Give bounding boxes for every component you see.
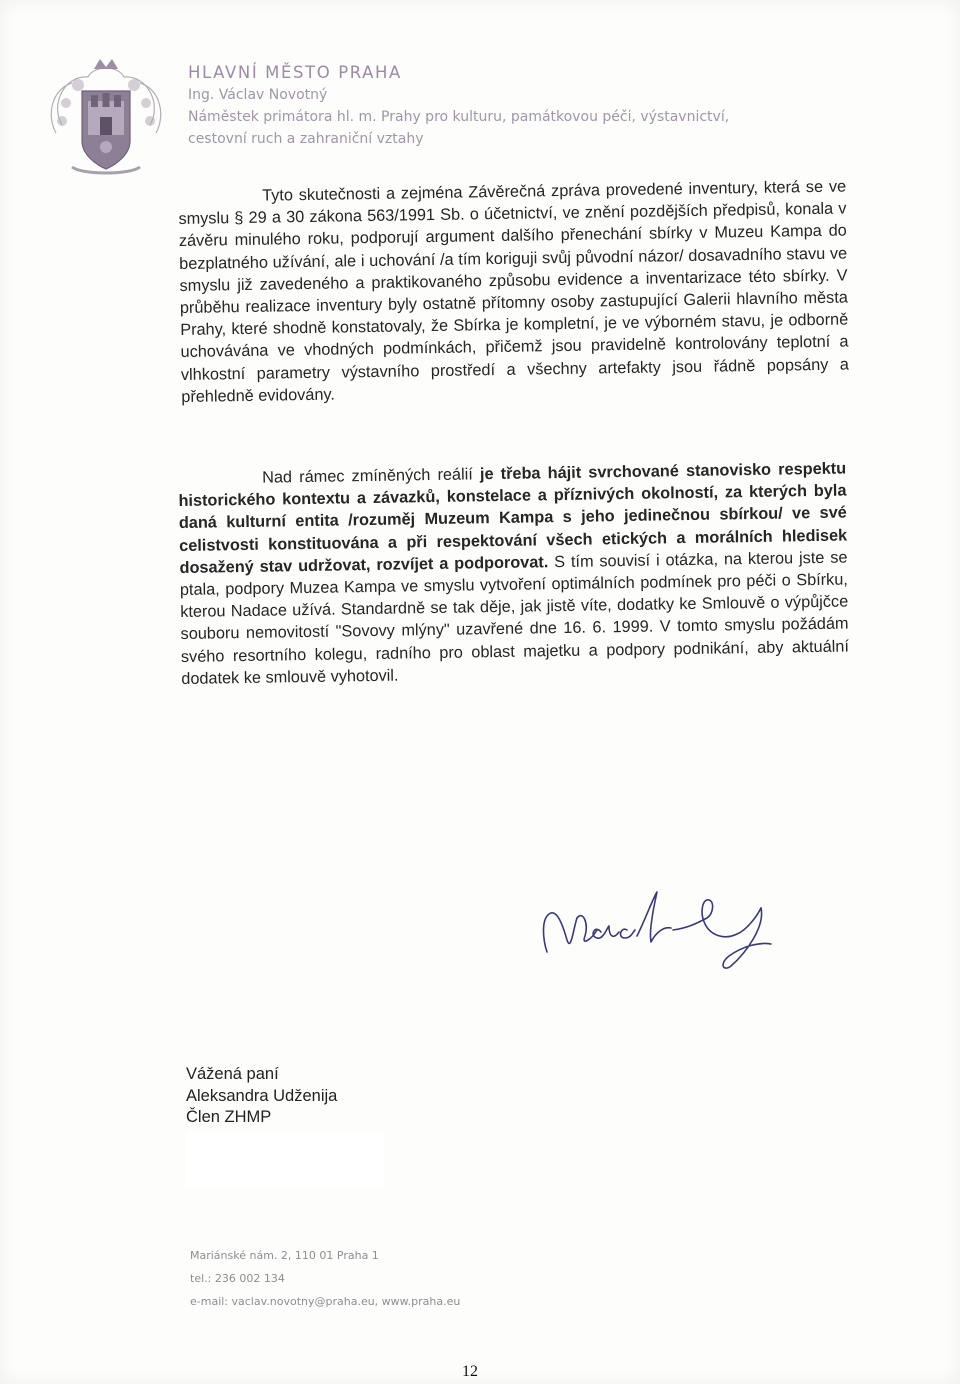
paragraph-2-rest: S tím souvisí i otázka, na kterou jste se ptala, podpory Muzea Kampa ve smyslu vytvoření optimálních podmínek pro péči o Sbírku, kterou Nadace užívá. Standardně se tak děje, jak jistě víte, dodatky ke Smlouvě o výpůjčce souboru nemovitostí "Sovovy mlýny" uzavřené dne 16. 6. 1999. V tomto smyslu požádám svého resortního kolegu, radního pro oblast majetku a podpory podnikání, aby aktuální dodatek ke smlouvě vyhotovil. (179, 548, 850, 688)
paragraph-1-text: Tyto skutečnosti a zejména Závěrečná zpráva provedené inventury, která se ve smyslu § 29 a 30 zákona 563/1991 Sb. o účetnictví, ve znění pozdějších předpisů, konala v závěru minulého roku, podporují argument dalšího přenechání sbírky v Muzeu Kampa do bezplatného užívání, ale i uchování /a tím koriguji svůj původní názor/ dosavadního stavu ve smyslu již zavedeného a praktikovaného způsobu evidence a inventarizace této sbírky. V průběhu realizace inventury byly ostatně přítomny osoby zastupující Galerii hlavního města Prahy, které shodně konstatovaly, že Sbírka je kompletní, je ve výborném stavu, je odborně uchovávána ve vhodných podmínkách, přičemž jsou pravidelně kontrolovány teplotní a vlhkostní parametry výstavního prostředí a všechny artefakty jsou řádně popsány a přehledně evidovány. (178, 177, 850, 406)
recipient-name: Aleksandra Udženija (186, 1086, 338, 1105)
letterhead-role-continued: cestovní ruch a zahraniční vztahy (188, 131, 424, 147)
recipient-block (186, 1064, 337, 1129)
letterhead (188, 62, 808, 150)
paragraph-indent (178, 483, 262, 484)
redacted-area (186, 1130, 384, 1186)
paragraph-2-emphasis: je třeba hájit svrchované stanovisko respektu historického kontextu a závazků, konstelace a příznivých okolností, za kterých byla daná kulturní entita /rozuměj Muzeum Kampa s jeho jedinečnou sbírkou/ ve své celistvosti konstituována a při respektování všech etických a morálních hledisek dosažený stav udržovat, rozvíjet a podporovat. (178, 459, 848, 577)
letterhead-role: Náměstek primátora hl. m. Prahy pro kulturu, památkovou péči, výstavnictví, (188, 109, 730, 125)
prague-coat-of-arms-emblem (42, 55, 170, 180)
paragraph-2-lead: Nad rámec zmíněných reálií (262, 465, 481, 487)
footer-email: e-mail: vaclav.novotny@praha.eu, www.praha.eu (190, 1295, 461, 1308)
paragraph-indent (178, 201, 262, 202)
handwritten-signature (533, 880, 783, 980)
letterhead-city: HLAVNÍ MĚSTO PRAHA (188, 63, 402, 82)
letterhead-footer (190, 1244, 460, 1313)
recipient-salutation: Vážená paní (186, 1065, 279, 1083)
body-paragraph-1 (178, 176, 849, 408)
page-number (0, 1363, 960, 1381)
body-paragraph-2 (178, 458, 849, 690)
footer-address: Mariánské nám. 2, 110 01 Praha 1 (190, 1249, 379, 1262)
letterhead-name: Ing. Václav Novotný (188, 87, 328, 103)
recipient-title: Člen ZHMP (186, 1108, 272, 1126)
footer-phone: tel.: 236 002 134 (190, 1272, 285, 1285)
page-number-text: 12 (462, 1363, 478, 1380)
